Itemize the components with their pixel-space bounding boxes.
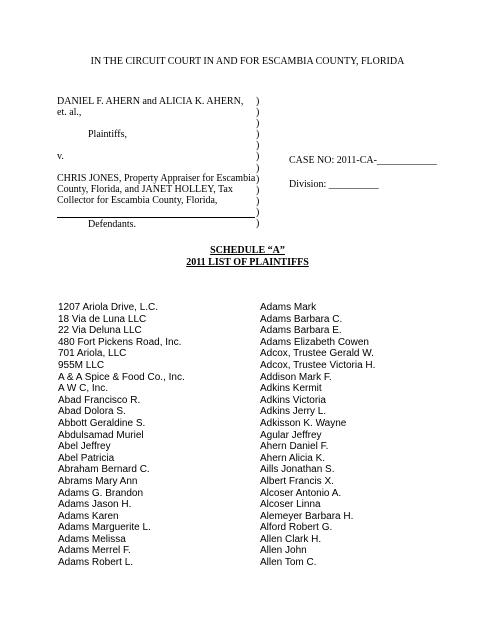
caption-paren: ) [256, 184, 260, 196]
case-number: CASE NO: 2011-CA-____________ [289, 155, 437, 166]
list-item: Abrams Mary Ann [58, 475, 138, 487]
caption-paren: ) [256, 162, 260, 174]
list-item: Allen Clark H. [260, 533, 322, 545]
defendants-line2: County, Florida, and JANET HOLLEY, Tax [57, 184, 233, 195]
list-item: Adams Barbara E. [260, 325, 342, 337]
list-item: Adkisson K. Wayne [260, 417, 347, 429]
caption-paren: ) [256, 140, 260, 152]
list-item: Adcox, Trustee Victoria H. [260, 359, 376, 371]
list-item: Alford Robert G. [260, 522, 333, 534]
schedule-heading [0, 245, 495, 269]
list-item: Abel Jeffrey [58, 441, 111, 453]
list-item: Adams Robert L. [58, 557, 134, 569]
plaintiffs-label: Plaintiffs, [88, 129, 127, 140]
list-item: Adams Jason H. [58, 499, 132, 511]
list-item: Adams Elizabeth Cowen [260, 336, 369, 348]
schedule-subtitle: 2011 LIST OF PLAINTIFFS [186, 257, 309, 268]
caption-paren: ) [256, 107, 260, 119]
schedule-title: SCHEDULE “A” [210, 245, 285, 256]
list-item: Adams Mark [260, 302, 317, 313]
plaintiffs-list-left [58, 302, 185, 569]
caption-paren: ) [256, 151, 260, 163]
caption-paren: ) [256, 129, 260, 141]
defendants-line3: Collector for Escambia County, Florida, [57, 195, 218, 206]
list-item: Abad Dolora S. [58, 406, 126, 418]
list-item: Abraham Bernard C. [58, 464, 150, 476]
list-item: Adcox, Trustee Gerald W. [260, 348, 374, 360]
list-item: Alcoser Antonio A. [260, 487, 342, 499]
list-item: Adkins Jerry L. [260, 406, 327, 418]
list-item: Adams Merrel F. [58, 545, 131, 557]
list-item: Alcoser Linna [260, 499, 321, 511]
list-item: Abel Patricia [58, 452, 115, 464]
list-item: Alemeyer Barbara H. [260, 510, 354, 522]
list-item: A & A Spice & Food Co., Inc. [58, 371, 185, 383]
list-item: 480 Fort Pickens Road, Inc. [58, 336, 182, 348]
caption-underline [57, 217, 255, 218]
caption-paren: ) [256, 173, 260, 185]
list-item: 701 Ariola, LLC [58, 348, 127, 360]
list-item: Adams G. Brandon [58, 487, 144, 499]
list-item: Adams Melissa [58, 533, 126, 545]
list-item: Albert Francis X. [260, 475, 334, 487]
caption-paren: ) [256, 206, 260, 218]
division-field: Division: __________ [289, 179, 379, 190]
list-item: Adams Barbara C. [260, 313, 343, 325]
defendants-line1: CHRIS JONES, Property Appraiser for Escambia [57, 173, 256, 184]
plaintiffs-names-line1: DANIEL F. AHERN and ALICIA K. AHERN, [57, 96, 244, 107]
list-item: 22 Via Deluna LLC [58, 325, 142, 337]
list-item: Adkins Kermit [260, 383, 322, 395]
list-item: Agular Jeffrey [260, 429, 322, 441]
list-item: 955M LLC [58, 359, 105, 371]
caption-paren: ) [256, 218, 260, 230]
list-item: Abad Francisco R. [58, 394, 141, 406]
list-item: 18 Via de Luna LLC [58, 313, 147, 325]
caption-paren: ) [256, 195, 260, 207]
list-item: Abdulsamad Muriel [58, 429, 144, 441]
plaintiffs-list-right [260, 302, 375, 569]
court-header: IN THE CIRCUIT COURT IN AND FOR ESCAMBIA COUNTY, FLORIDA [90, 56, 405, 67]
list-item: Adams Karen [58, 510, 119, 522]
plaintiffs-names-line2: et. al., [57, 107, 82, 118]
list-item: Addison Mark F. [260, 371, 332, 383]
list-item: Ahern Daniel F. [260, 441, 329, 453]
caption-paren: ) [256, 118, 260, 130]
caption-paren: ) [256, 96, 260, 107]
caption-paren-column [256, 96, 259, 229]
list-item: Allen John [260, 545, 307, 557]
list-item: Adkins Victoria [260, 394, 326, 406]
list-item: Allen Tom C. [260, 557, 317, 569]
list-item: Ahern Alicia K. [260, 452, 326, 464]
list-item: 1207 Ariola Drive, L.C. [58, 302, 159, 313]
list-item: A W C, Inc. [58, 383, 109, 395]
case-caption-parties [57, 96, 272, 206]
defendants-label: Defendants. [88, 219, 137, 230]
versus-label: v. [57, 151, 64, 162]
list-item: Aills Jonathan S. [260, 464, 335, 476]
list-item: Adams Marguerite L. [58, 522, 151, 534]
list-item: Abbott Geraldine S. [58, 417, 146, 429]
